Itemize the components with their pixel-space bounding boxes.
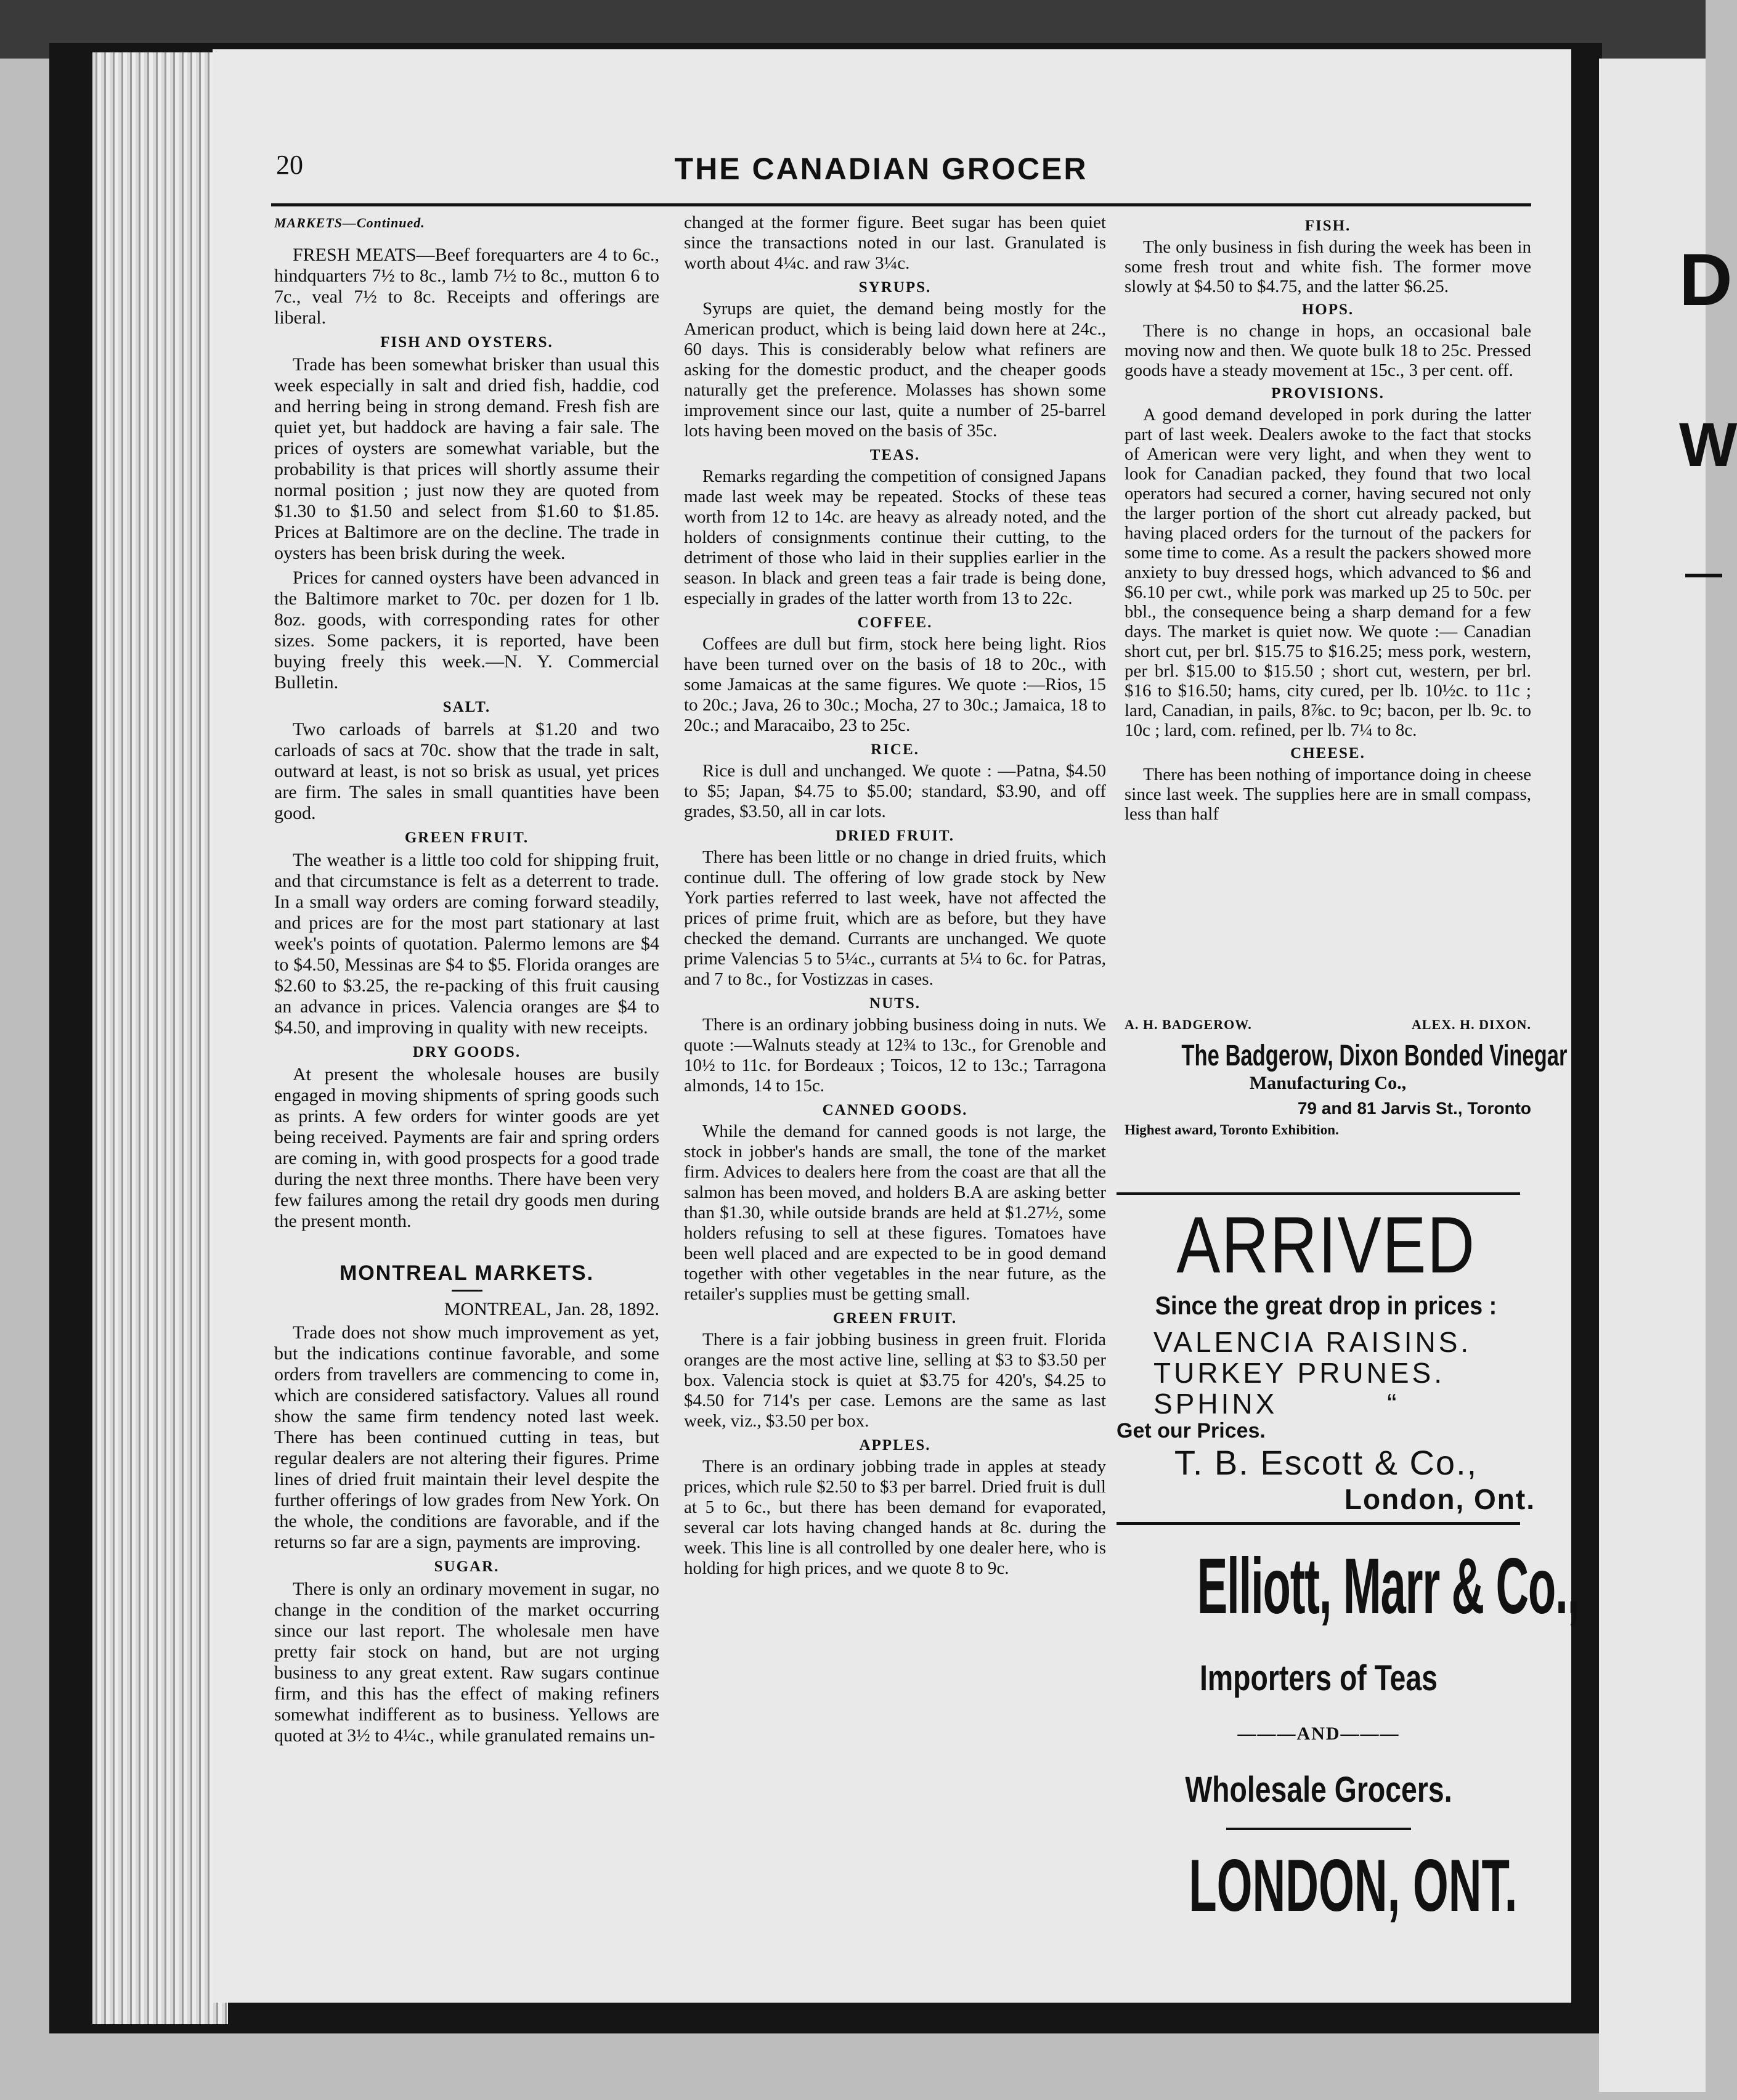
header-rule — [271, 203, 1531, 206]
column-3 — [1125, 213, 1531, 828]
firm-name: The Badgerow, Dixon Bonded Vinegar — [1181, 1040, 1568, 1072]
section-heading: SUGAR. — [434, 1558, 500, 1575]
advertisement-badgerow-dixon — [1125, 1017, 1568, 1186]
section-heading: HOPS. — [1301, 301, 1354, 318]
column-1 — [274, 213, 659, 1750]
product-item: SPHINX “ — [1153, 1388, 1400, 1420]
advertisement-elliott-marr — [1109, 1540, 1580, 1972]
article-paragraph: Rice is dull and unchanged. We quote : —Patna, $4.50 to $5; Japan, $4.75 to $5.00; standard, $3.90, and off grades, $3.50, all in car lots. — [684, 761, 1106, 821]
article-paragraph: There is an ordinary jobbing business doing in nuts. We quote :—Walnuts steady at 12¾ to 13c., for Grenoble and 10½ to 11c. for Bordeaux ; Toicos, 12 to 13c.; Tarragona almonds, 14 to 15c. — [684, 1015, 1106, 1096]
section-heading: FISH AND OYSTERS. — [380, 334, 553, 351]
short-rule — [452, 1290, 482, 1292]
section-heading: SYRUPS. — [858, 279, 932, 296]
proprietor-names — [1125, 1017, 1531, 1033]
dateline: MONTREAL, Jan. 28, 1892. — [444, 1299, 659, 1319]
section-heading: APPLES. — [859, 1437, 931, 1454]
proprietor-left: A. H. BADGEROW. — [1125, 1017, 1252, 1032]
montreal-markets-heading: MONTREAL MARKETS. — [339, 1261, 595, 1285]
firm-city: London, Ont. — [1344, 1483, 1536, 1515]
firm-city: LONDON, ONT. — [1189, 1844, 1518, 1927]
next-page-fragment — [1599, 59, 1737, 2092]
firm-name: T. B. Escott & Co., — [1174, 1443, 1478, 1482]
article-paragraph: Coffees are dull but firm, stock here being light. Rios have been turned over on the basis of 18 to 20c., with some Jamaicas at the same figures. We quote :—Rios, 15 to 20c.; Java, 26 to 30c.; Mocha, 27 to 30c.; Jamaica, 18 to 20c.; and Maracaibo, 23 to 25c. — [684, 634, 1106, 735]
product-list — [1117, 1327, 1536, 1419]
section-heading: NUTS. — [869, 995, 921, 1012]
firm-name: Elliott, Marr & Co., — [1197, 1542, 1580, 1630]
running-head: THE CANADIAN GROCER — [674, 152, 1088, 186]
article-paragraph: The only business in fish during the week has been in some fresh trout and white fish. The former move slowly at $4.50 to $4.75, and the latter $6.25. — [1125, 237, 1531, 296]
product-item: TURKEY PRUNES. — [1153, 1357, 1446, 1389]
page-number: 20 — [276, 150, 303, 180]
article-paragraph: There has been nothing of importance doing in cheese since last week. The supplies here are in small compass, less than half — [1125, 765, 1531, 824]
section-heading: DRY GOODS. — [412, 1044, 521, 1060]
article-paragraph: There is no change in hops, an occasional bale moving now and then. We quote bulk 18 to 25c. Pressed goods have a steady movement at 15c., 3 per cent. off. — [1125, 321, 1531, 380]
section-heading: DRIED FRUIT. — [836, 828, 954, 844]
section-heading: PROVISIONS. — [1271, 385, 1385, 402]
firm-connector: ———AND——— — [1237, 1724, 1400, 1744]
fragment-letter-2: W — [1679, 410, 1737, 479]
article-paragraph: Trade has been somewhat brisker than usual this week especially in salt and dried fish, haddie, cod and herring being in strong demand. Fresh fish are quiet yet, but haddock are having a fair sale. The prices of oysters are somewhat variable, but the probability is that prices will shortly assume their normal position ; just now they are quoted from $1.30 to $1.50 and select from $1.60 to $1.85. Prices at Baltimore are on the decline. The trade in oysters has been brisk during the week. — [274, 354, 659, 563]
ad-headline: ARRIVED — [1176, 1200, 1476, 1290]
section-heading: GREEN FRUIT. — [404, 829, 529, 846]
article-paragraph: There is only an ordinary movement in sugar, no change in the condition of the market occurring since our last report. The wholesale men have pretty fair stock on hand, but are not urging business to any great extent. Raw sugars continue firm, and this has the effect of making refiners somewhat indifferent as to business. Yellows are quoted at 3½ to 4¼c., while granulated remains un- — [274, 1579, 659, 1746]
ad-subheadline: Since the great drop in prices : — [1155, 1291, 1497, 1320]
call-to-action: Get our Prices. — [1117, 1419, 1266, 1443]
firm-line-1: Importers of Teas — [1200, 1658, 1438, 1698]
section-heading: CHEESE. — [1290, 745, 1365, 762]
ad-divider-rule — [1117, 1522, 1520, 1525]
product-item: VALENCIA RAISINS. — [1153, 1326, 1472, 1358]
firm-line-2: Wholesale Grocers. — [1185, 1770, 1452, 1810]
section-heading: FISH. — [1304, 218, 1351, 234]
fragment-letter-3: — — [1685, 552, 1722, 593]
fresh-meats-paragraph: FRESH MEATS—Beef forequarters are 4 to 6c., hindquarters 7½ to 8c., lamb 7½ to 8c., mutton 6 to 7c., veal 7½ to 8c. Receipts and offerings are liberal. — [274, 245, 659, 328]
article-paragraph: At present the wholesale houses are busily engaged in moving shipments of spring goods such as prints. A few orders for winter goods are yet being received. Payments are fair and spring orders are coming in, with good prospects for a good trade during the next three months. There have been very few failures among the retail dry goods men during the present month. — [274, 1064, 659, 1231]
page-stack-edge — [92, 52, 228, 2024]
firm-subtitle: Manufacturing Co., — [1249, 1073, 1407, 1093]
continued-label: MARKETS—Continued. — [274, 215, 425, 230]
article-paragraph: Prices for canned oysters have been advanced in the Baltimore market to 70c. per dozen for 1 lb. 8oz. goods, with corresponding rates for other sizes. Some packers, it is reported, have been buying freely this week.—N. Y. Commercial Bulletin. — [274, 568, 659, 693]
column-2 — [684, 213, 1106, 1582]
section-heading: CANNED GOODS. — [822, 1102, 968, 1118]
article-paragraph: There is a fair jobbing business in green fruit. Florida oranges are the most active line, selling at $3 to $3.50 per box. Valencia stock is quiet at $3.75 for 420's, $4.25 to $4.50 for 714's per case. Lemons are the same as last week, viz., $3.50 per box. — [684, 1330, 1106, 1431]
article-paragraph: Trade does not show much improvement as yet, but the indications continue favorable, and some orders from travellers are commencing to come in, which are considered satisfactory. Values all round show the same firm tendency noted last week. There has been continued cutting in teas, but regular dealers are not altering their figures. Prime lines of dried fruit maintain their level despite the further offerings of low grades from New York. On the whole, the conditions are favorable, and if the returns so far are a sign, payments are improving. — [274, 1322, 659, 1552]
article-paragraph: While the demand for canned goods is not large, the stock in jobber's hands are small, the tone of the market firm. Advices to dealers here from the coast are that all the salmon has been moved, and holders B.A are asking better than $1.30, while outside brands are held at $1.27½, some holders refusing to sell at these figures. Tomatoes have been well placed and are expected to be in good demand together with other vegetables in the near future, as the retailer's supplies must be getting small. — [684, 1121, 1106, 1304]
article-paragraph: Syrups are quiet, the demand being mostly for the American product, which is being laid down here at 24c., 60 days. This is considerably below what refiners are asking for the domestic product, and the cheaper goods naturally get the preference. Molasses has shown some improvement since our last, quite a number of 25-barrel lots having been moved on the basis of 35c. — [684, 299, 1106, 441]
article-paragraph: There is an ordinary jobbing trade in apples at steady prices, which rule $2.50 to $3 per barrel. Dried fruit is dull at 5 to 6c., but there has been demand for evaporated, several car lots having changed hands at 8c. during the week. This line is all controlled by one dealer here, who is holding for high prices, and we quote 8 to 9c. — [684, 1457, 1106, 1578]
article-paragraph: A good demand developed in pork during the latter part of last week. Dealers awoke to the fact that stocks of American were very light, and when they went to look for Canadian packed, they found that two local operators had secured a corner, having secured not only the larger portion of the short cut already packed, but having placed orders for the turnout of the packers for some time to come. As a result the packers showed more anxiety to buy dressed hogs, which advanced to $6 and $6.10 per cwt., while pork was marked up 25 to 50c. per bbl., the consequence being a sharp demand for a few days. The market is quiet now. We quote :— Canadian short cut, per brl. $15.75 to $16.25; mess pork, western, per brl. $15.00 to $15.50 ; short cut, western, per brl. $16 to $16.50; hams, city cured, per lb. 10½c. to 11c ; lard, Canadian, in pails, 8⅞c. to 9c; bacon, per lb. 9c. to 10c ; lard, com. refined, per lb. 7¼ to 8c. — [1125, 405, 1531, 740]
article-paragraph: changed at the former figure. Beet sugar has been quiet since the transactions noted in our last. Granulated is worth about 4¼c. and raw 3¼c. — [684, 213, 1106, 273]
short-rule — [1226, 1828, 1411, 1830]
section-heading: COFFEE. — [857, 614, 933, 631]
ad-divider-rule — [1117, 1192, 1520, 1195]
proprietor-right: ALEX. H. DIXON. — [1411, 1017, 1531, 1032]
article-paragraph: Two carloads of barrels at $1.20 and two carloads of sacs at 70c. show that the trade in salt, outward at least, is not so brisk as usual, yet prices are firm. The sales in small quantities have been good. — [274, 719, 659, 823]
article-paragraph: There has been little or no change in dried fruits, which continue dull. The offering of low grade stock by New York parties referred to last week, have not affected the prices of prime fruit, which are as before, but they have checked the demand. Currants are unchanged. We quote prime Valencias 5 to 5¼c., currants at 5¼ to 6c. for Patras, and 7 to 8c., for Vostizzas in cases. — [684, 847, 1106, 989]
section-heading: RICE. — [871, 741, 919, 758]
fragment-letter-1: D — [1679, 238, 1733, 321]
advertisement-escott — [1117, 1199, 1536, 1519]
section-heading: TEAS. — [869, 447, 921, 463]
section-heading: SALT. — [442, 699, 491, 715]
award-line: Highest award, Toronto Exhibition. — [1125, 1122, 1339, 1138]
article-paragraph: Remarks regarding the competition of consigned Japans made last week may be repeated. Stocks of these teas worth from 12 to 14c. are heavy as already noted, and the holders of consignments continue their cutting, to the detriment of those who laid in their supplies earlier in the season. In black and green teas a fair trade is being done, especially in grades of the latter worth from 13 to 22c. — [684, 466, 1106, 608]
section-heading: GREEN FRUIT. — [832, 1310, 958, 1327]
firm-address: 79 and 81 Jarvis St., Toronto — [1297, 1099, 1531, 1118]
article-paragraph: The weather is a little too cold for shipping fruit, and that circumstance is felt as a deterrent to trade. In a small way orders are coming forward steadily, and prices are for the most part stationary at last week's points of quotation. Palermo lemons are $4 to $4.50, Messinas are $4 to $5. Florida oranges are $2.60 to $3.25, the re-packing of this fruit causing an advance in prices. Valencia oranges are $4 to $4.50, and improving in quality with new receipts. — [274, 850, 659, 1038]
